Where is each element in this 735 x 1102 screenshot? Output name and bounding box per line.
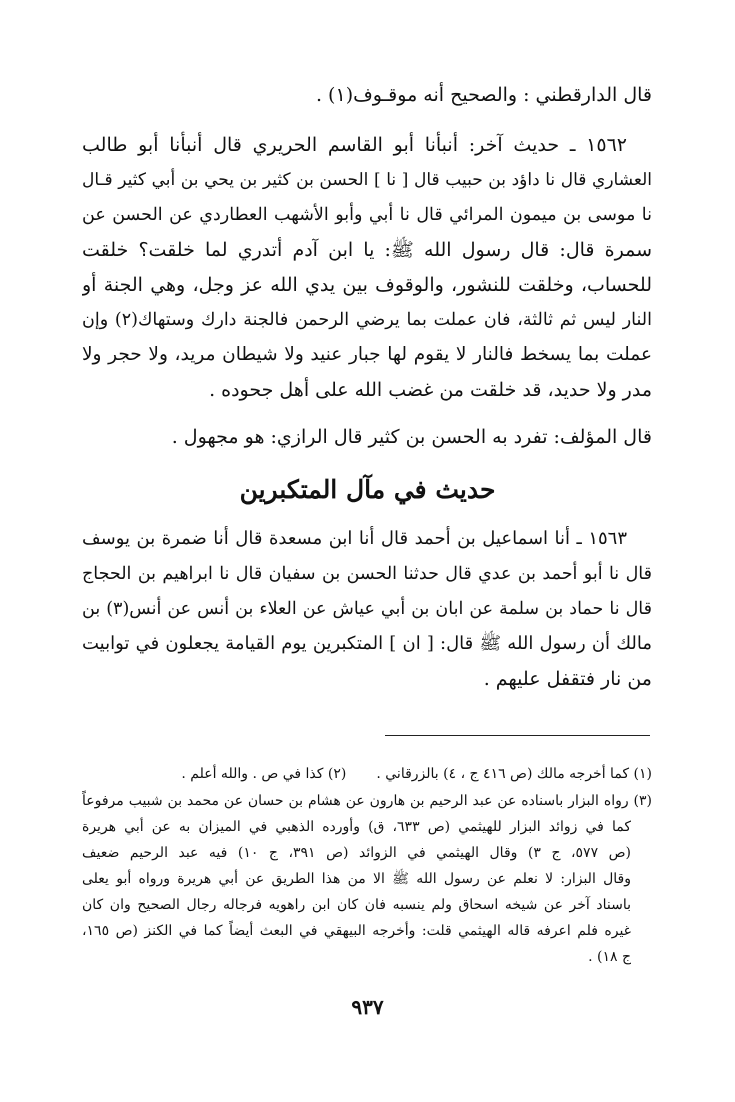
body-line-7: النار ليس ثم ثالثة، فان عملت بما يرضي الرحمن فالجنة دارك وستهاك(٢) وإن [82,310,652,330]
footnote-3-line-6: غيره فلم اعرفه قاله الهيثمي قلت: وأخرجه البيهقي في البعث أيضاً كما في الكنز (ص ١٦٥، [82,923,631,939]
footnote-3-line-4: وقال البزار: لا نعلم عن رسول الله ﷺ الا من هذا الطريق عن أبي هريرة ورواه أبو يعلى [82,871,631,887]
footnote-1: (١) كما أخرجه مالك (ص ٤١٦ ج ، ٤) بالزرقاني . [376,766,652,782]
page-number: ٩٣٧ [351,995,384,1019]
body-line-4: نا موسى بن ميمون المرائي قال نا أبي وأبو الأشهب العطاردي عن الحسن عن [82,205,652,225]
body-line-11: ١٥٦٣ ـ أنا اسماعيل بن أحمد قال أنا ابن مسعدة قال أنا ضمرة بن يوسف [82,528,627,549]
footnote-3-line-7: ج ١٨) . [588,949,631,965]
body-line-13: قال نا حماد بن سلمة عن ابان بن أبي عياش عن العلاء بن أنس عن أنس(٣) بن [82,599,652,619]
body-line-3: العشاري قال نا داؤد بن حبيب قال [ نا ] الحسن بن كثير بن يحي بن أبي كثير قـال [82,170,652,190]
footnote-2: (٢) كذا في ص . والله أعلم . [181,766,347,782]
footnote-3-line-2: كما في زوائد البزار للهيثمي (ص ٦٣٣، ق) وأورده الذهبي في الميزان به عن أبي هريرة [82,819,631,835]
body-line-14: مالك أن رسول الله ﷺ قال: [ ان ] المتكبرين يوم القيامة يجعلون في توابيت [82,633,652,654]
body-line-9: مدر ولا حديد، قد خلقت من غضب الله على أهل جحوده . [209,379,652,401]
footnote-row-1-2 [82,762,652,786]
footnote-divider [385,735,650,736]
body-line-15: من نار فتقفل عليهم . [483,668,652,690]
footnote-3-line-5: باسناد آخر عن شيخه اسحاق ولم ينسبه فان كان ابن راهويه فرجاله رجال الصحيح وان كان [82,897,631,913]
author-note-line: قال المؤلف: تفرد به الحسن بن كثير قال الرازي: هو مجهول . [171,426,652,448]
body-line-12: قال نا أبو أحمد بن عدي قال حدثنا الحسن بن سفيان قال نا ابراهيم بن الحجاج [82,564,652,584]
section-heading: حديث في مآل المتكبرين [239,475,496,504]
footnote-3-line-1: (٣) رواه البزار باسناده عن عبد الرحيم بن هارون عن هشام بن حسان عن محمد بن شبيب مرفوعاً [82,793,652,809]
body-line-1: قال الدارقطني : والصحيح أنه موقـوف(١) . [315,84,652,106]
footnote-3-line-3: (ص ٥٧٧، ج ٣) وقال الهيثمي في الزوائد (ص ٣٩١، ج ١٠) فيه عبد الرحيم ضعيف [82,845,631,861]
body-line-5: سمرة قال: قال رسول الله ﷺ: يا ابن آدم أتدري لما خلقت؟ خلقت [82,239,652,261]
body-line-6: للحساب، وخلقت للنشور، والوقوف بين يدي الله عز وجل، وهي الجنة أو [82,274,652,296]
body-line-8: عملت بما يسخط فالنار لا يقوم لها جبار عنيد ولا شيطان مريد، ولا حجر ولا [82,344,652,365]
body-line-2: ١٥٦٢ ـ حديث آخر: أنبأنا أبو القاسم الحريري قال أنبأنا أبو طالب [82,134,627,156]
